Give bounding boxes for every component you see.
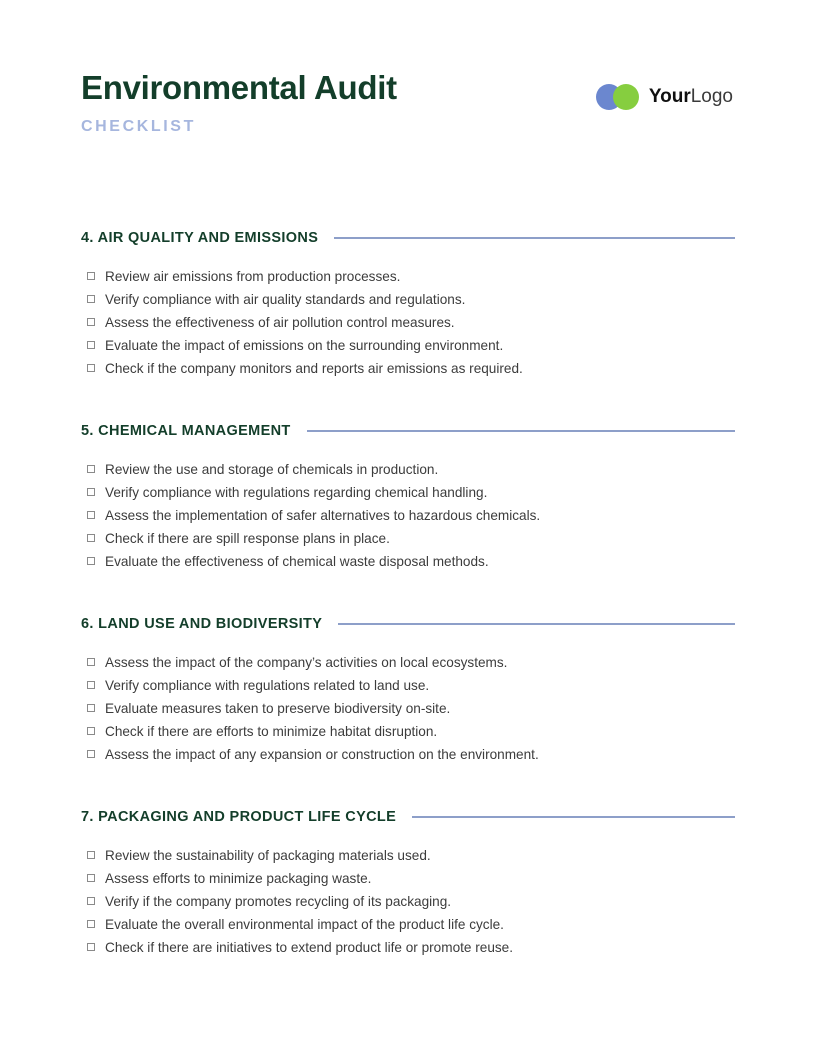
list-item-label: Assess efforts to minimize packaging waste. [105,871,372,886]
document-header [81,68,735,163]
section-divider [334,237,735,239]
list-item[interactable] [87,265,735,288]
list-item-label: Check if there are efforts to minimize habitat disruption. [105,724,438,739]
list-item[interactable] [87,458,735,481]
list-item[interactable] [87,913,735,936]
section-header [81,228,735,248]
section-header [81,421,735,441]
list-item-label: Review the sustainability of packaging materials used. [105,848,431,863]
section-header [81,807,735,827]
checklist-items [81,844,735,959]
checklist-section [81,421,735,573]
checkbox-icon[interactable] [87,943,95,951]
list-item-label: Verify compliance with air quality standards and regulations. [105,292,466,307]
section-title: 6. LAND USE AND BIODIVERSITY [81,616,323,632]
logo-text-bold: Your [648,86,691,107]
list-item-label: Assess the impact of the company’s activities on local ecosystems. [105,655,508,670]
checklist-items [81,458,735,573]
section-title: 7. PACKAGING AND PRODUCT LIFE CYCLE [81,809,397,825]
list-item-label: Check if the company monitors and reports air emissions as required. [105,361,523,376]
checkbox-icon[interactable] [87,364,95,372]
list-item[interactable] [87,844,735,867]
list-item-label: Review air emissions from production processes. [105,269,401,284]
section-title: 4. AIR QUALITY AND EMISSIONS [81,230,319,246]
list-item[interactable] [87,504,735,527]
list-item[interactable] [87,651,735,674]
checklist-items [81,265,735,380]
list-item-label: Verify compliance with regulations related to land use. [105,678,430,693]
checkbox-icon[interactable] [87,681,95,689]
list-item-label: Check if there are initiatives to extend product life or promote reuse. [105,940,514,955]
section-divider [307,430,735,432]
checkbox-icon[interactable] [87,727,95,735]
list-item-label: Evaluate the effectiveness of chemical waste disposal methods. [105,554,489,569]
list-item[interactable] [87,867,735,890]
section-title: 5. CHEMICAL MANAGEMENT [81,423,291,439]
list-item[interactable] [87,357,735,380]
list-item-label: Check if there are spill response plans in place. [105,531,390,546]
checklist-section [81,614,735,766]
list-item[interactable] [87,720,735,743]
checkbox-icon[interactable] [87,557,95,565]
list-item-label: Evaluate the impact of emissions on the surrounding environment. [105,338,504,353]
list-item-label: Verify if the company promotes recycling of its packaging. [105,894,452,909]
checkbox-icon[interactable] [87,750,95,758]
checklist-section [81,228,735,380]
checkbox-icon[interactable] [87,704,95,712]
logo-mark [596,84,642,110]
section-divider [412,816,735,818]
list-item[interactable] [87,288,735,311]
list-item[interactable] [87,550,735,573]
brand-logo [596,81,733,113]
section-header [81,614,735,634]
list-item-label: Review the use and storage of chemicals in production. [105,462,439,477]
list-item[interactable] [87,697,735,720]
list-item[interactable] [87,890,735,913]
page-subtitle: CHECKLIST [81,118,196,135]
list-item[interactable] [87,334,735,357]
list-item[interactable] [87,936,735,959]
list-item-label: Verify compliance with regulations regarding chemical handling. [105,485,488,500]
title-block [81,68,397,138]
list-item-label: Assess the impact of any expansion or construction on the environment. [105,747,539,762]
checkbox-icon[interactable] [87,295,95,303]
checkbox-icon[interactable] [87,920,95,928]
circle-green-icon [613,84,639,110]
list-item-label: Evaluate measures taken to preserve biodiversity on-site. [105,701,451,716]
checklist-items [81,651,735,766]
logo-text [649,84,733,110]
checkbox-icon[interactable] [87,658,95,666]
section-divider [338,623,735,625]
checkbox-icon[interactable] [87,534,95,542]
checklist-section [81,807,735,959]
list-item[interactable] [87,527,735,550]
list-item-label: Assess the effectiveness of air pollution control measures. [105,315,455,330]
list-item[interactable] [87,481,735,504]
checkbox-icon[interactable] [87,511,95,519]
list-item-label: Evaluate the overall environmental impact of the product life cycle. [105,917,504,932]
list-item-label: Assess the implementation of safer alternatives to hazardous chemicals. [105,508,541,523]
list-item[interactable] [87,311,735,334]
checkbox-icon[interactable] [87,272,95,280]
checkbox-icon[interactable] [87,488,95,496]
checkbox-icon[interactable] [87,897,95,905]
logo-text-light: Logo [690,86,733,107]
list-item[interactable] [87,674,735,697]
checkbox-icon[interactable] [87,851,95,859]
checkbox-icon[interactable] [87,318,95,326]
list-item[interactable] [87,743,735,766]
checkbox-icon[interactable] [87,874,95,882]
checkbox-icon[interactable] [87,341,95,349]
page-title: Environmental Audit [81,69,397,106]
checkbox-icon[interactable] [87,465,95,473]
checklist-sections [81,228,735,959]
